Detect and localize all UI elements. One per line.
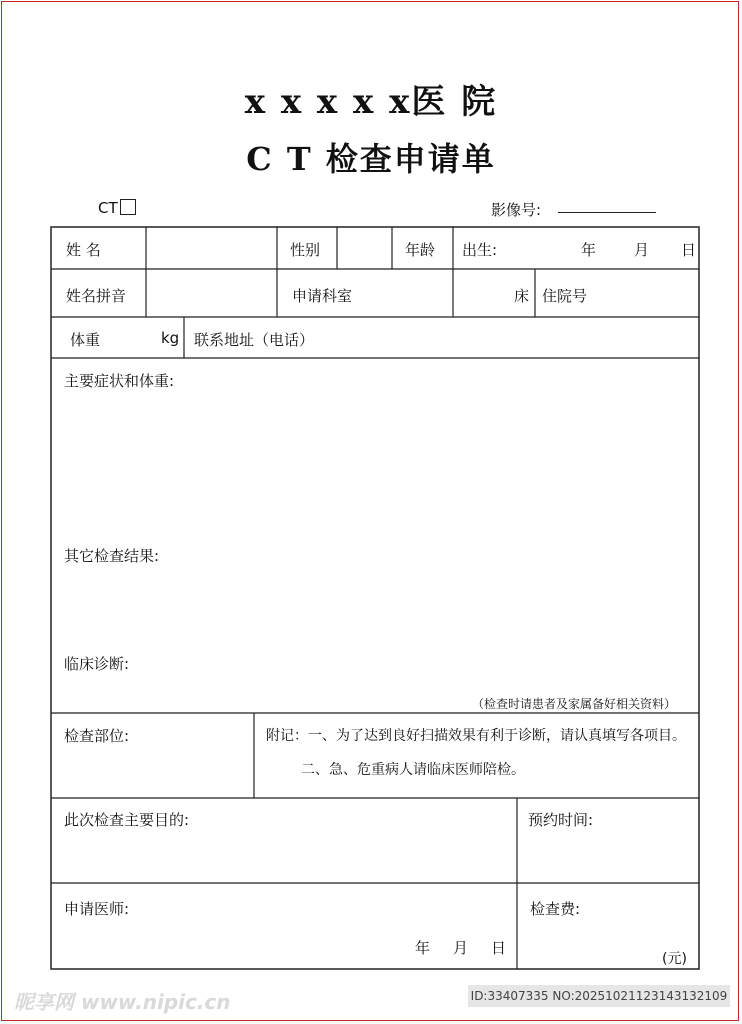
form-title: C T 检查申请单 — [246, 140, 496, 178]
watermark-left: 昵享网 www.nipic.cn — [14, 990, 231, 1014]
bed-label: 床 — [514, 287, 530, 305]
diagnosis-label: 临床诊断: — [64, 655, 130, 673]
contact-label: 联系地址（电话） — [194, 331, 315, 349]
pinyin-field[interactable] — [148, 272, 275, 315]
purpose-label: 此次检查主要目的: — [64, 811, 190, 829]
other-results-label: 其它检查结果: — [64, 547, 160, 565]
name-label: 姓 名 — [66, 241, 101, 259]
birth-month-label: 月 — [634, 241, 650, 259]
birth-year-label: 年 — [581, 241, 597, 259]
sign-year-label: 年 — [415, 939, 431, 957]
doctor-label: 申请医师: — [64, 900, 130, 918]
appointment-label: 预约时间: — [528, 811, 594, 829]
sign-day-label: 日 — [491, 939, 507, 957]
name-field[interactable] — [148, 230, 275, 267]
symptoms-label: 主要症状和体重: — [64, 372, 175, 390]
birth-day-label: 日 — [681, 241, 697, 259]
weight-unit: kg — [161, 329, 180, 347]
fee-label: 检查费: — [530, 900, 581, 918]
exam-part-label: 检查部位: — [64, 727, 130, 745]
image-no-label: 影像号: — [491, 201, 542, 219]
birth-label: 出生: — [462, 241, 498, 259]
department-label: 申请科室 — [292, 287, 353, 305]
note-line-1: 附记：一、为了达到良好扫描效果有利于诊断，请认真填写各项目。 — [266, 728, 686, 744]
weight-label: 体重 — [70, 331, 101, 349]
ct-label: CT — [98, 199, 118, 217]
materials-note: （检查时请患者及家属备好相关资料） — [472, 697, 677, 711]
watermark-right: ID:33407335 NO:20251021123143132109 — [468, 985, 730, 1007]
note-line-2: 二、急、危重病人请临床医师陪检。 — [301, 762, 525, 778]
currency-unit: (元) — [662, 951, 687, 967]
sex-label: 性别 — [290, 241, 321, 259]
age-label: 年龄 — [405, 241, 436, 259]
sign-month-label: 月 — [453, 939, 469, 957]
hospital-name: x x x x x医 院 — [244, 82, 498, 122]
sex-field[interactable] — [339, 230, 390, 267]
pinyin-label: 姓名拼音 — [66, 287, 127, 305]
admission-no-label: 住院号 — [542, 287, 588, 305]
